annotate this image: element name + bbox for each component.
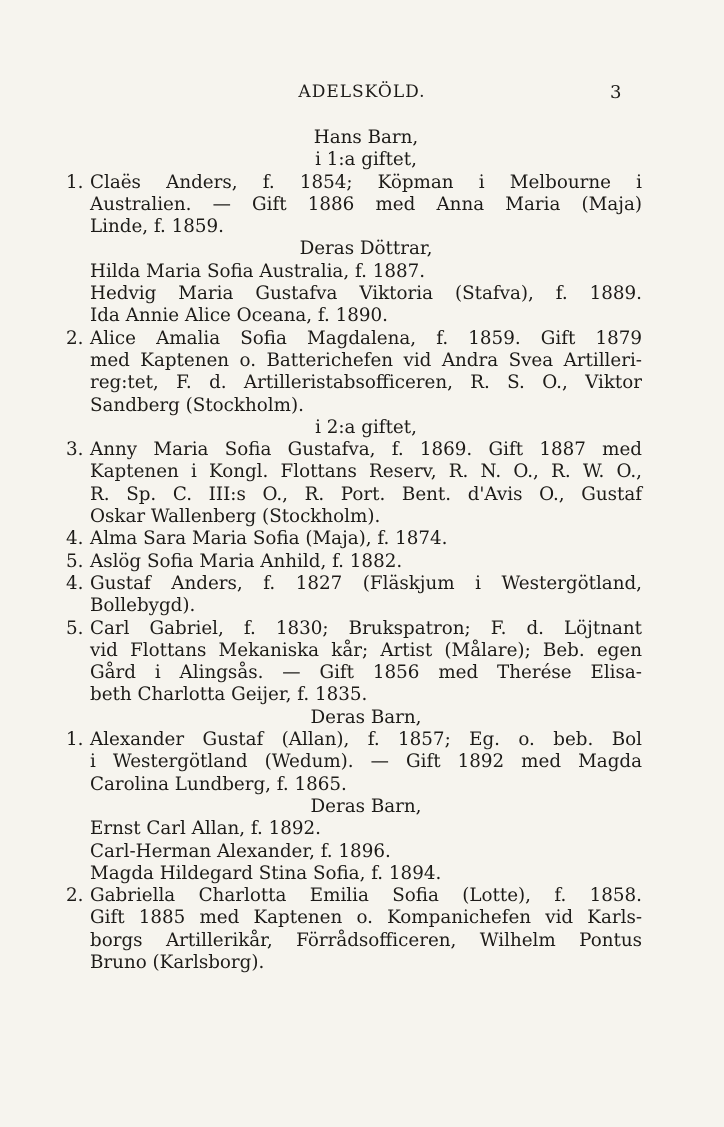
line-text: Carl-Herman Alexander, f. 1896. (90, 840, 391, 862)
text-line (90, 395, 642, 417)
entry-number: 4. (66, 572, 84, 594)
line-text: vid Flottans Mekaniska kår; Artist (Målare); Beb. egen (90, 639, 642, 661)
text-line (90, 350, 642, 372)
line-text: Hilda Maria Sofia Australia, f. 1887. (90, 260, 426, 282)
entry-number: 4. (66, 528, 84, 550)
text-line (90, 841, 642, 863)
line-text: Ida Annie Alice Oceana, f. 1890. (90, 305, 388, 327)
text-line (90, 238, 642, 260)
running-title: ADELSKÖLD. (298, 82, 426, 102)
line-text: Australien. — Gift 1886 med Anna Maria (Maja) (90, 193, 642, 215)
text-line (90, 194, 642, 216)
text-line (90, 707, 642, 729)
line-text: Carl Gabriel, f. 1830; Brukspatron; F. d. Löjtnant (90, 617, 642, 639)
text-line (66, 171, 642, 194)
text-line (90, 216, 642, 238)
line-text: beth Charlotta Geijer, f. 1835. (90, 684, 368, 706)
line-text: Alice Amalia Sofia Magdalena, f. 1859. Gift 1879 (90, 327, 642, 349)
text-line (90, 149, 642, 171)
line-text: Bruno (Karlsborg). (90, 951, 265, 973)
line-text: Bollebygd). (90, 595, 196, 617)
entry-number: 1. (66, 729, 84, 751)
text-line (90, 907, 642, 929)
line-text: Gård i Alingsås. — Gift 1856 med Therése Elisa- (90, 662, 642, 684)
line-text: Alexander Gustaf (Allan), f. 1857; Eg. o. beb. Bol (90, 729, 642, 751)
text-line (66, 885, 642, 907)
entry-number: 2. (66, 885, 84, 907)
line-text: Ernst Carl Allan, f. 1892. (90, 818, 321, 840)
line-text: Gabriella Charlotta Emilia Sofia (Lotte), f. 1858. (90, 885, 642, 907)
text-line (90, 751, 642, 773)
text-line (66, 528, 642, 550)
text-line (90, 662, 642, 684)
line-text: Gustaf Anders, f. 1827 (Fläskjum i Westergötland, (90, 572, 642, 594)
text-line (66, 439, 642, 461)
line-text: Aslög Sofia Maria Anhild, f. 1882. (90, 550, 403, 572)
entry-number: 3. (66, 439, 84, 461)
entry-number: 2. (66, 327, 84, 349)
line-text: Alma Sara Maria Sofia (Maja), f. 1874. (90, 528, 448, 550)
text-line (90, 796, 642, 818)
line-text: borgs Artillerikår, Förrådsofficeren, Wilhelm Pontus (90, 929, 642, 951)
line-text: Deras Döttrar, (299, 238, 433, 260)
line-text: Claës Anders, f. 1854; Köpman i Melbourne i (90, 171, 642, 193)
entry-number: 1. (66, 171, 84, 193)
page-header (0, 82, 724, 106)
line-text: Sandberg (Stockholm). (90, 394, 304, 416)
text-line (90, 461, 642, 483)
text-line (90, 595, 642, 617)
line-text: Carolina Lundberg, f. 1865. (90, 773, 347, 795)
line-text: reg:tet, F. d. Artilleristabsofficeren, R. S. O., Viktor (90, 372, 642, 394)
line-text: Oskar Wallenberg (Stockholm). (90, 506, 381, 528)
text-line (90, 484, 642, 506)
genealogy-text (66, 127, 642, 974)
line-text: i 2:a giftet, (315, 416, 417, 438)
text-line (90, 640, 642, 662)
line-text: Deras Barn, (310, 706, 422, 728)
text-line (66, 617, 642, 640)
page-number: 3 (610, 82, 622, 103)
text-line (90, 863, 642, 885)
text-line (90, 506, 642, 528)
line-text: Linde, f. 1859. (90, 216, 224, 238)
text-line (66, 572, 642, 595)
line-text: i 1:a giftet, (315, 149, 417, 171)
entry-number: 5. (66, 550, 84, 572)
entry-number: 5. (66, 617, 84, 639)
line-text: Hedvig Maria Gustafva Viktoria (Stafva), f. 1889. (90, 283, 642, 305)
line-text: Anny Maria Sofia Gustafva, f. 1869. Gift 1887 med (90, 439, 642, 461)
text-line (90, 305, 642, 327)
text-line (66, 327, 642, 350)
text-line (90, 417, 642, 439)
text-line (66, 550, 642, 573)
line-text: Deras Barn, (310, 795, 422, 817)
line-text: Gift 1885 med Kaptenen o. Kompanichefen vid Karls- (90, 907, 642, 929)
text-line (90, 684, 642, 706)
line-text: Kaptenen i Kongl. Flottans Reserv, R. N. O., R. W. O., (90, 461, 642, 483)
text-line (90, 372, 642, 394)
text-line (90, 818, 642, 840)
text-line (90, 774, 642, 796)
text-line (90, 127, 642, 149)
line-text: med Kaptenen o. Batterichefen vid Andra Svea Artilleri- (90, 349, 642, 371)
line-text: Hans Barn, (313, 127, 419, 148)
text-line (90, 930, 642, 952)
text-line (66, 729, 642, 751)
text-line (90, 261, 642, 283)
line-text: i Westergötland (Wedum). — Gift 1892 med Magda (90, 751, 642, 773)
line-text: R. Sp. C. III:s O., R. Port. Bent. d'Avis O., Gustaf (90, 483, 642, 505)
line-text: Magda Hildegard Stina Sofia, f. 1894. (90, 862, 442, 884)
text-line (90, 952, 642, 974)
text-line (90, 283, 642, 305)
